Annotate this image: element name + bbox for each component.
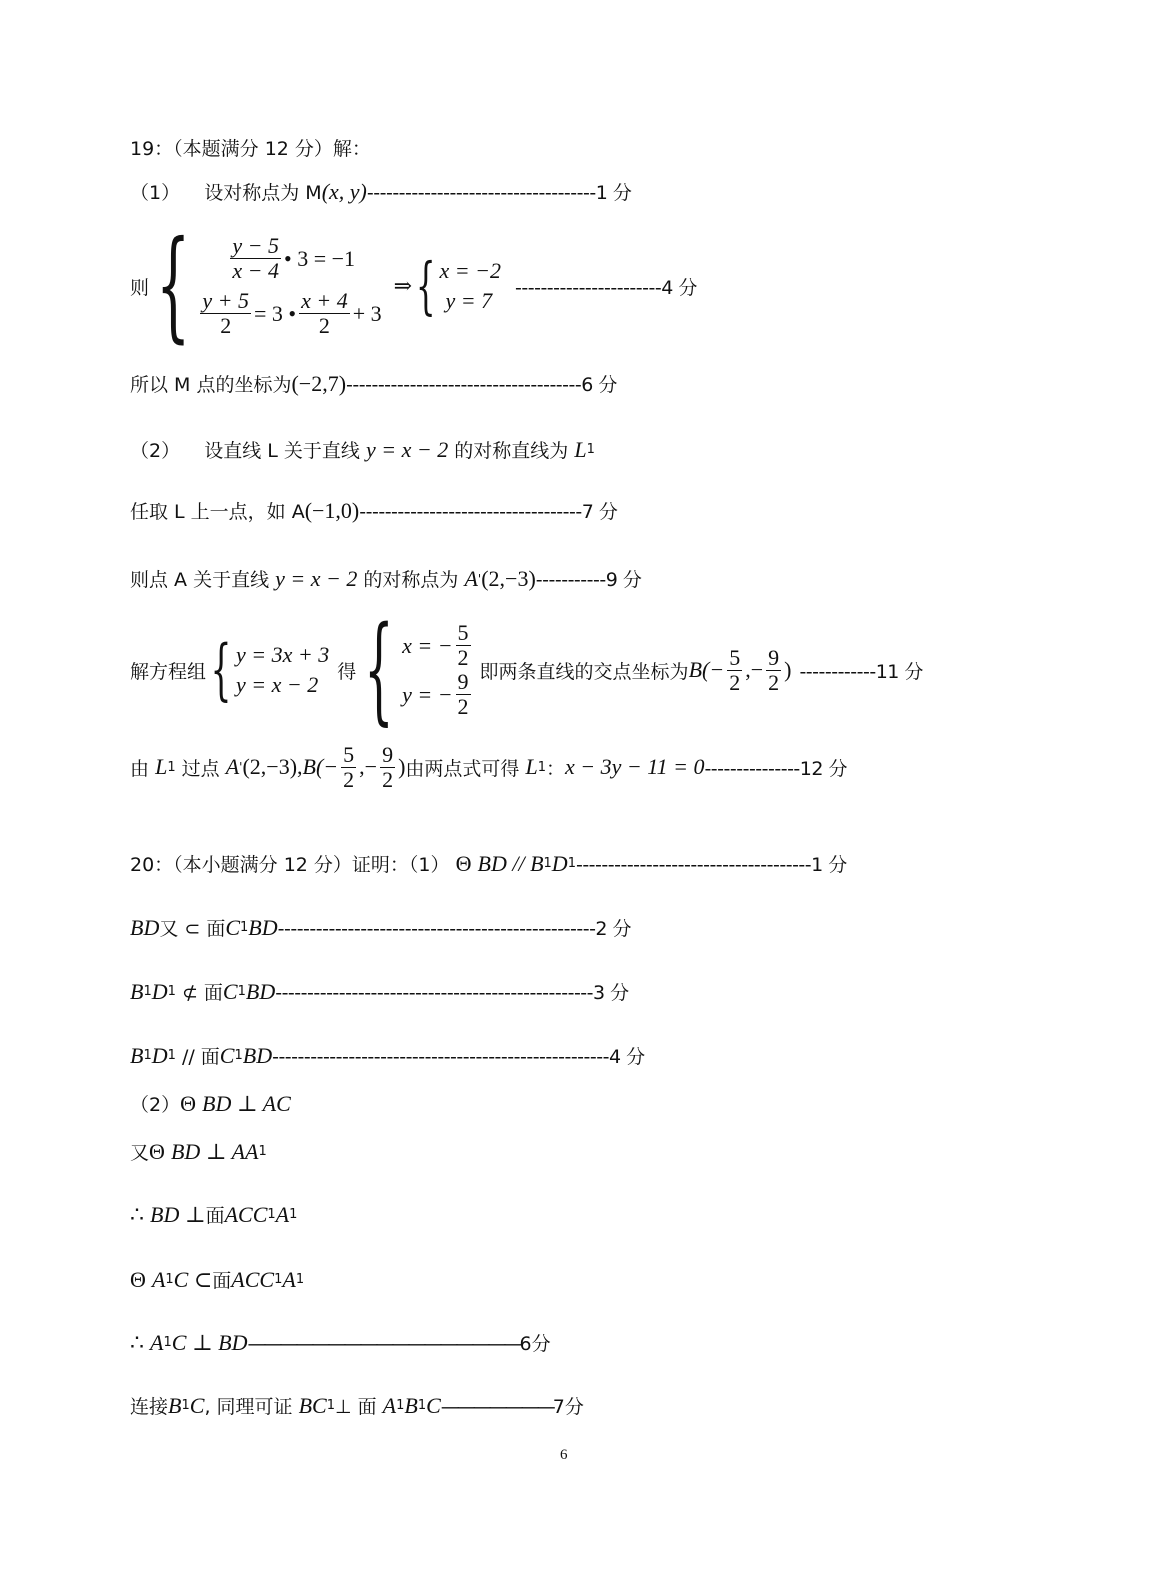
q20-line10: 连接 B 1 C , 同理可证 BC 1 ⊥ 面 A 1 B 1 C ———————7 分 (130, 1392, 581, 1418)
q20-line4: B 1 D 1 // 面 C 1 BD -----------------------------------------------------4 分 (130, 1042, 645, 1068)
q19-symmetric-point-line: 则点 A 关于直线 y = x − 2 的对称点为 A ' (2,−3) -----------9 分 (130, 565, 642, 591)
q19-part1-line: （1） 设对称点为 M (x, y) ------------------------------------1 分 (130, 178, 632, 204)
q19-part2-line: （2） 设直线 L 关于直线 y = x − 2 的对称直线为 L 1 (130, 436, 595, 462)
q20-line9: ∴ A 1 C ⊥ BD —————————————————6 分 (130, 1329, 548, 1355)
q20-line3: B 1 D 1 ⊄ 面 C 1 BD --------------------------------------------------3 分 (130, 978, 629, 1004)
left-brace: { (156, 216, 191, 355)
q19-system1: 则 { $\frac{y - 5}{x - 4}$ • 3 = −1 $\frac{y + 5}{2}$ = 3 • $\frac{x + 4}{2}$ + 3 ⇒ { x = −2 y = 7 -----------------------4 分 (130, 216, 697, 355)
left-brace-4: { (364, 602, 394, 737)
q20-header: 20：（本小题满分 12 分）证明：（1） Θ BD // B 1 D 1 -------------------------------------1 分 (130, 850, 847, 876)
q19-solve-system-line: 解方程组 { y = 3x + 3 y = x − 2 得 { x = − $\frac{5}{2}$ y = − $\frac{9}{2}$ 即两条直线的交点坐标为 B(− $\frac{5}{2}$ ,− $\frac{9}{2}$ ) ------------11 分 (130, 602, 923, 737)
q20-part2-line: （2） Θ BD ⊥ AC (130, 1090, 291, 1116)
left-brace-2: { (415, 249, 436, 322)
q20-line7: ∴ BD ⊥ 面 ACC 1 A 1 (130, 1201, 298, 1227)
q19-m-coordinate-line: 所以 M 点的坐标为 (−2,7) -------------------------------------6 分 (130, 370, 617, 396)
q20-line6: 又 Θ BD ⊥ AA 1 (130, 1138, 267, 1164)
q20-line8: Θ A 1 C ⊂ 面 ACC 1 A 1 (130, 1266, 305, 1292)
q19-take-point-line: 任取 L 上一点，如 A (−1,0) -----------------------------------7 分 (130, 497, 618, 523)
page-number: 6 (560, 1447, 568, 1463)
left-brace-3: { (210, 631, 232, 708)
q19-final-line: 由 L 1 过点 A ' (2,−3) , B(− $\frac{5}{2}$ ,− $\frac{9}{2}$ ) 由两点式可得 L 1 ： x − 3y − 11 = 0 ---------------12 分 (130, 741, 848, 792)
q19-header: 19：（本题满分 12 分）解： (130, 138, 371, 160)
q20-line2: BD 又 ⊂ 面 C 1 BD --------------------------------------------------2 分 (130, 914, 632, 940)
